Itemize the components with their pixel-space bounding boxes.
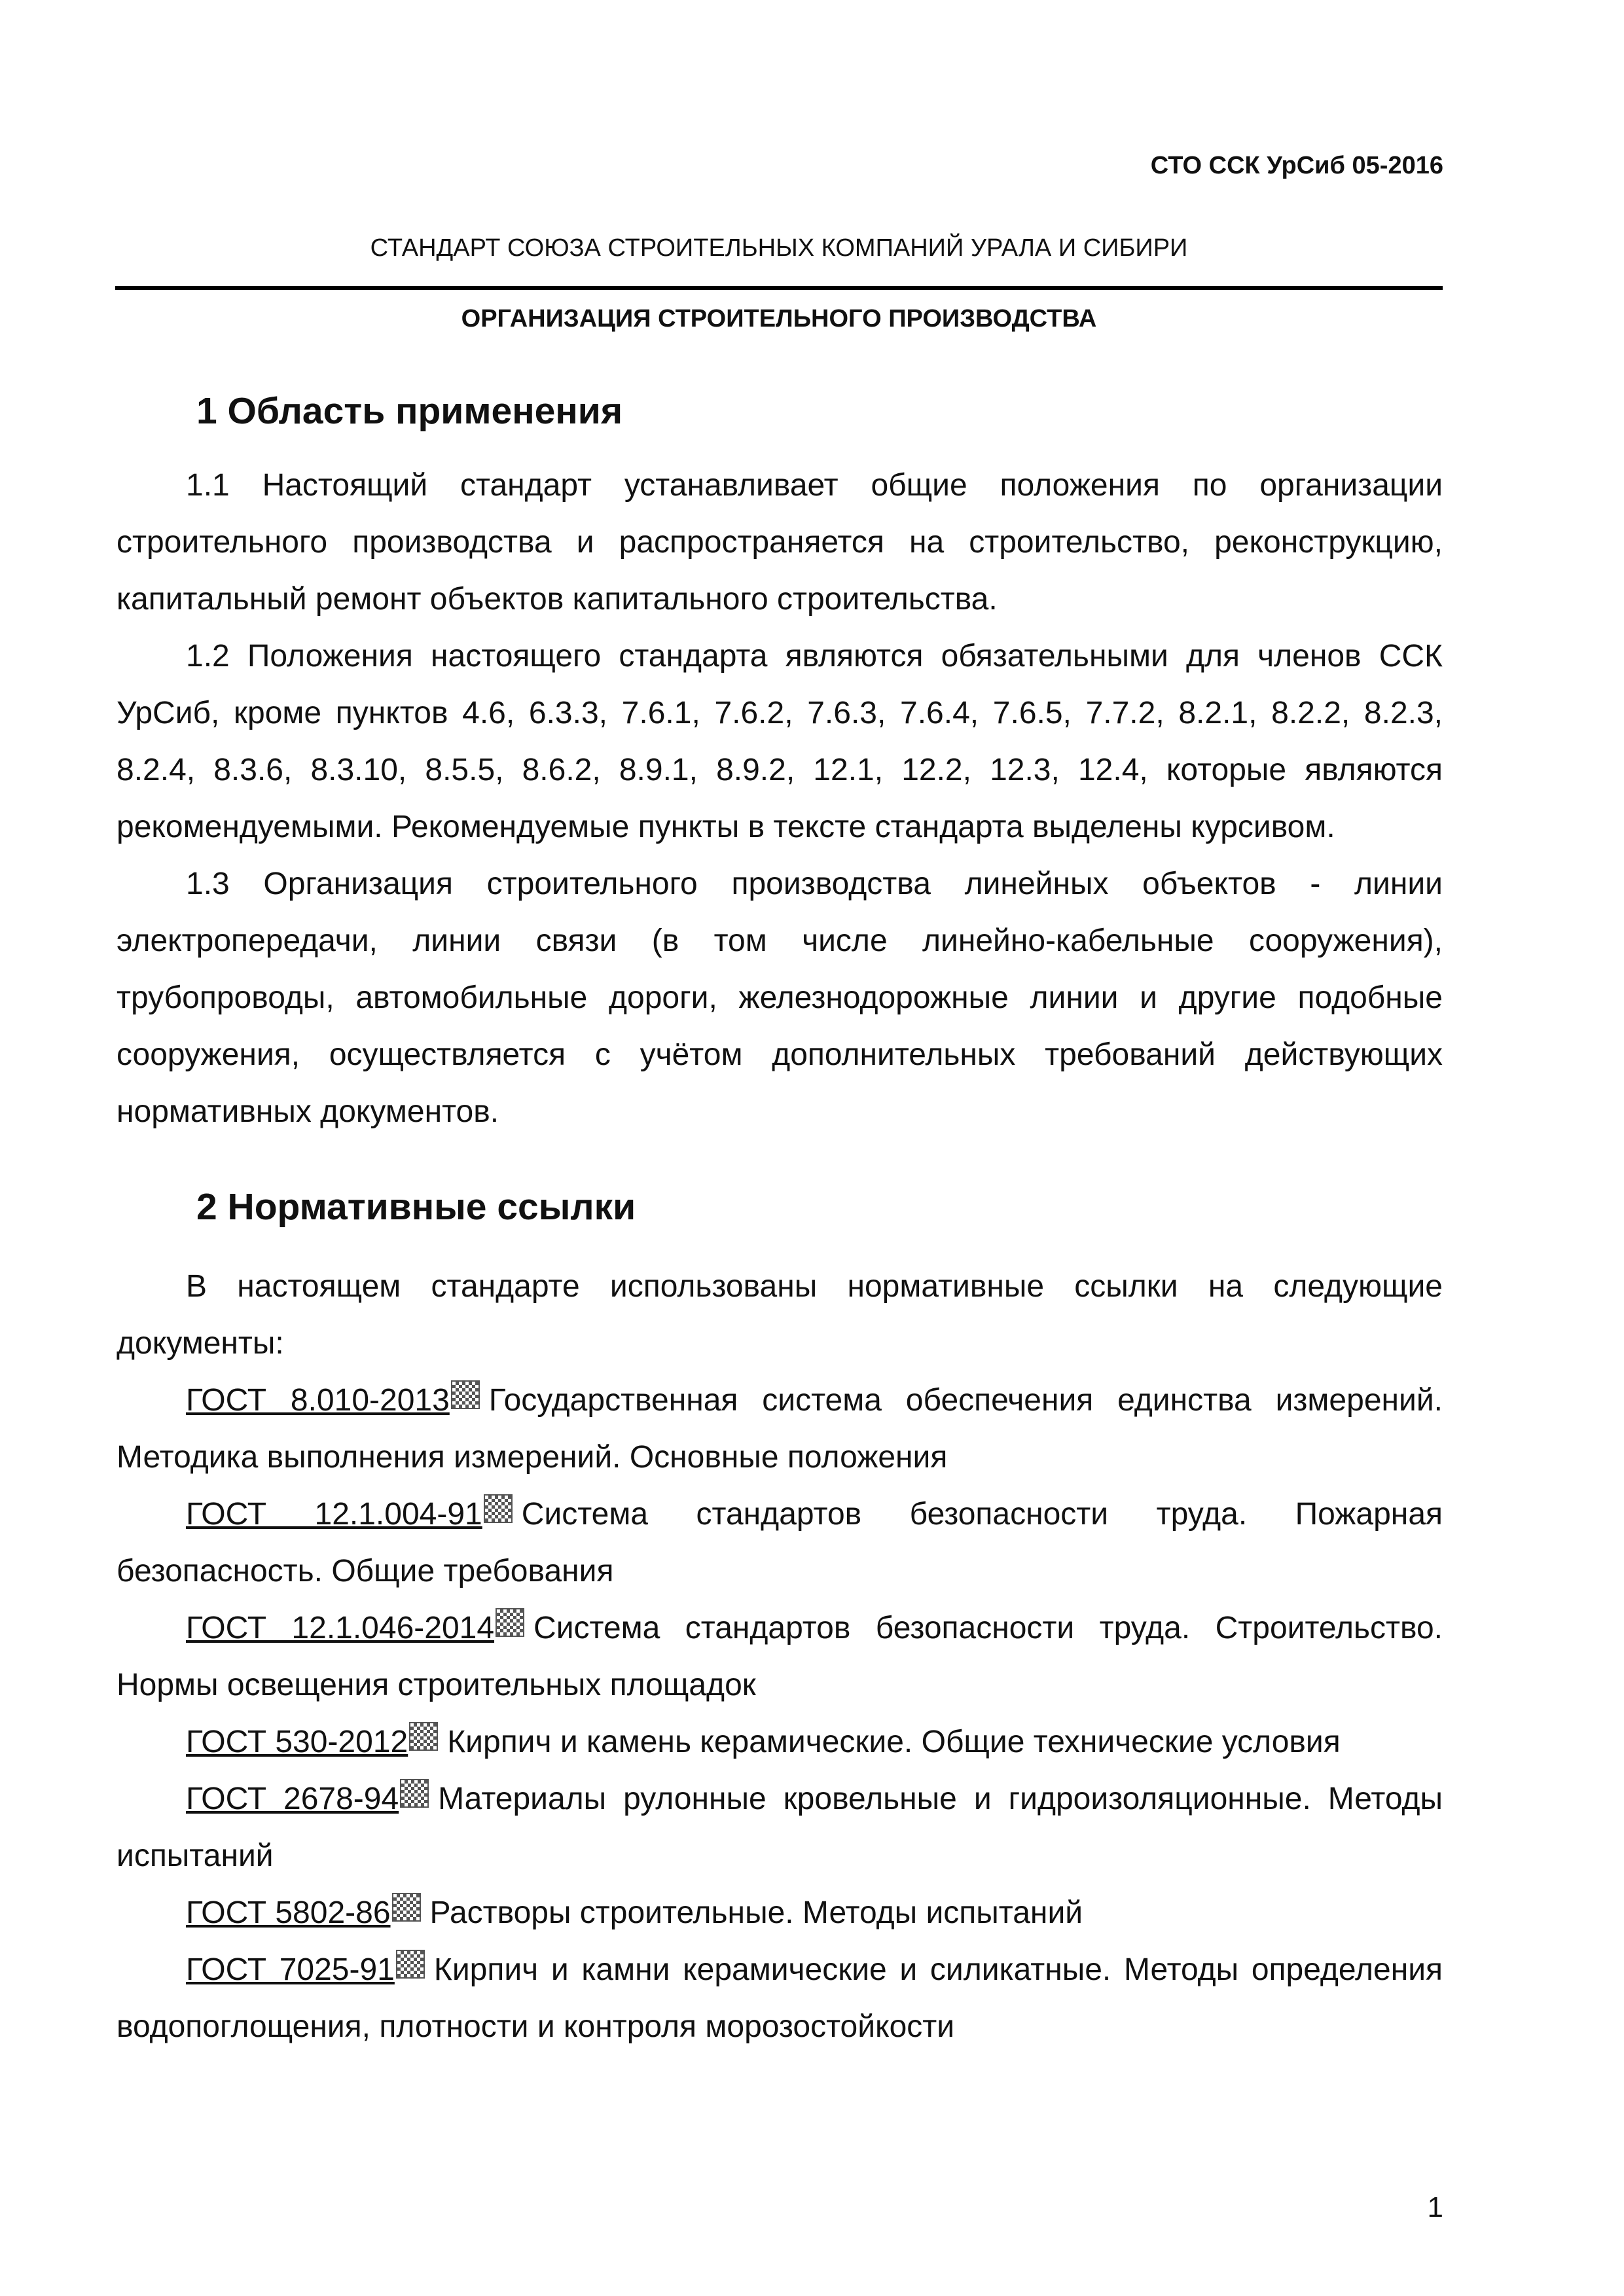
qr-code-icon <box>396 1950 425 1979</box>
paragraph: 1.1 Настоящий стандарт устанавливает общие положения по организации строительного производства и распространяется на строительство, реконструкцию, капитальный ремонт объектов капитального строительства. <box>117 468 1443 617</box>
section-heading-scope: 1 Область применения <box>196 390 623 432</box>
reference-link[interactable]: ГОСТ 2678-94 <box>186 1782 399 1816</box>
reference-item <box>117 1941 1443 2055</box>
reference-link[interactable]: ГОСТ 7025-91 <box>186 1952 395 1987</box>
reference-item <box>117 1770 1443 1884</box>
reference-title: Система стандартов безопасности труда. Пожарная безопасность. Общие требования <box>117 1497 1443 1588</box>
reference-item <box>117 1713 1443 1770</box>
paragraph: 1.3 Организация строительного производства линейных объектов - линии электропередачи, линии связи (в том числе линейно-кабельные сооружения), трубопроводы, автомобильные дороги, железнодорожные линии и другие подобные сооружения, осуществляется с учётом дополнительных требований действующих нормативных документов. <box>117 867 1443 1129</box>
qr-code-icon <box>392 1893 421 1922</box>
reference-item <box>117 1486 1443 1600</box>
reference-title: Растворы строительные. Методы испытаний <box>429 1895 1083 1930</box>
reference-link[interactable]: ГОСТ 5802-86 <box>186 1895 391 1930</box>
qr-code-icon <box>451 1380 480 1409</box>
reference-title: Материалы рулонные кровельные и гидроизоляционные. Методы испытаний <box>117 1782 1443 1873</box>
reference-link[interactable]: ГОСТ 12.1.046-2014 <box>186 1611 495 1645</box>
reference-link[interactable]: ГОСТ 12.1.004-91 <box>186 1497 482 1532</box>
reference-title: Государственная система обеспечения единства измерений. Методика выполнения измерений. Основные положения <box>117 1383 1443 1475</box>
reference-title: Кирпич и камень керамические. Общие технические условия <box>447 1725 1341 1759</box>
document-body <box>117 378 1443 2055</box>
qr-code-icon <box>484 1494 513 1523</box>
reference-title: Кирпич и камни керамические и силикатные. Методы определения водопоглощения, плотности и контроля морозостойкости <box>117 1952 1443 2044</box>
reference-link[interactable]: ГОСТ 530-2012 <box>186 1725 408 1759</box>
organization-title: СТАНДАРТ СОЮЗА СТРОИТЕЛЬНЫХ КОМПАНИЙ УРАЛА И СИБИРИ <box>370 234 1188 262</box>
qr-code-icon <box>409 1722 438 1751</box>
reference-item <box>117 1884 1443 1941</box>
paragraph: В настоящем стандарте использованы нормативные ссылки на следующие документы: <box>117 1269 1443 1361</box>
reference-item <box>117 1600 1443 1713</box>
standard-title: ОРГАНИЗАЦИЯ СТРОИТЕЛЬНОГО ПРОИЗВОДСТВА <box>461 305 1097 332</box>
reference-link[interactable]: ГОСТ 8.010-2013 <box>186 1383 450 1418</box>
header-divider <box>115 286 1443 290</box>
page-number: 1 <box>1427 2191 1443 2223</box>
reference-title: Система стандартов безопасности труда. Строительство. Нормы освещения строительных площадок <box>117 1611 1443 1702</box>
qr-code-icon <box>496 1608 524 1637</box>
paragraph: 1.2 Положения настоящего стандарта являются обязательными для членов ССК УрСиб, кроме пунктов 4.6, 6.3.3, 7.6.1, 7.6.2, 7.6.3, 7.6.4, 7.6.5, 7.7.2, 8.2.1, 8.2.2, 8.2.3, 8.2.4, 8.3.6, 8.3.10, 8.5.5, 8.6.2, 8.9.1, 8.9.2, 12.1, 12.2, 12.3, 12.4, которые являются рекомендуемыми. Рекомендуемые пункты в тексте стандарта выделены курсивом. <box>117 639 1443 844</box>
document-code: СТО ССК УрСиб 05-2016 <box>1150 152 1443 179</box>
qr-code-icon <box>400 1779 429 1808</box>
section-heading-references: 2 Нормативные ссылки <box>196 1186 636 1228</box>
reference-item <box>117 1372 1443 1486</box>
